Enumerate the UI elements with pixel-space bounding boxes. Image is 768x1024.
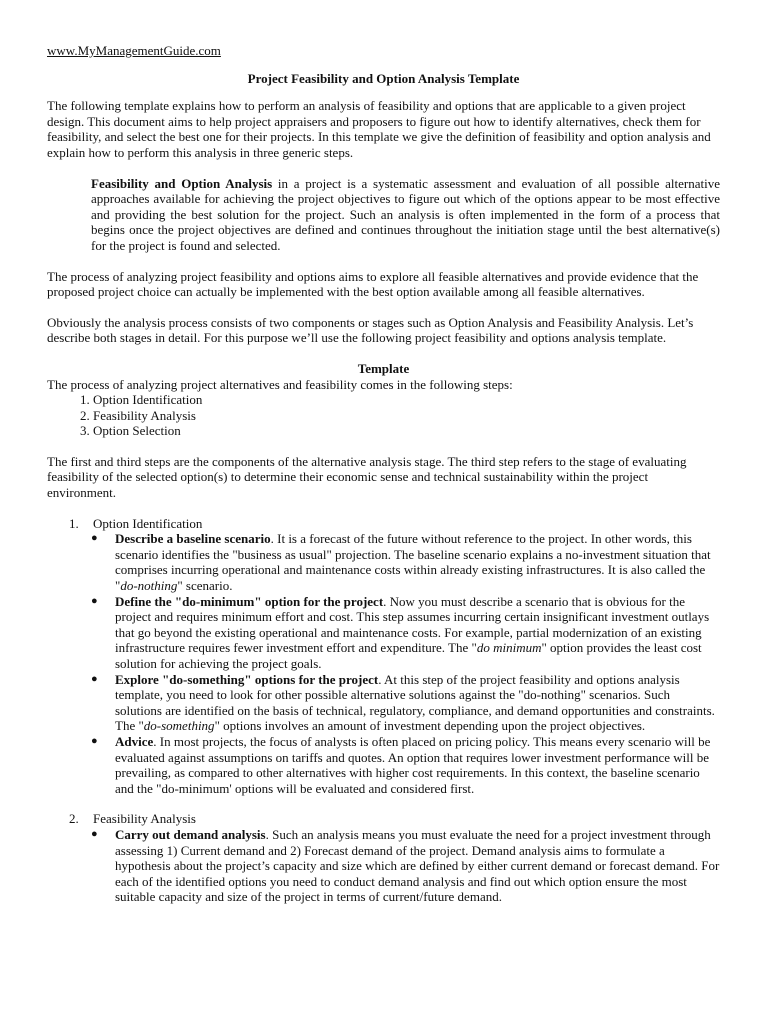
- section-number: 2.: [69, 811, 79, 827]
- item-text-end: " scenario.: [177, 578, 233, 594]
- item-text: . Such an analysis means you must evaluate the need for a project investment through assessing 1) Current demand and 2) Forecast demand of the project. Demand analysis aims to formulate a hypothesis about the project’s capacity and size which are defined by either current demand or forecast demand. For each of the identified options you need to conduct demand analysis and find out which option ensure the most suitable capacity and size of the project in terms of current/future demand.: [115, 826, 720, 905]
- step-item: 3. Option Selection: [93, 423, 720, 439]
- item-italic: do-nothing: [120, 578, 178, 594]
- bullet-icon: ●: [91, 734, 98, 747]
- feasibility-analysis-list: [47, 827, 720, 905]
- site-link[interactable]: www.MyManagementGuide.com: [47, 43, 221, 58]
- item-lead: Describe a baseline scenario: [115, 531, 271, 547]
- item-lead: Carry out demand analysis: [115, 826, 266, 842]
- template-lead: The process of analyzing project alternatives and feasibility comes in the following steps:: [47, 376, 513, 392]
- section-feasibility-analysis-heading: [47, 811, 720, 827]
- section-option-identification-heading: [47, 516, 720, 532]
- bullet-icon: ●: [91, 594, 98, 607]
- step-item: 1. Option Identification: [93, 392, 720, 408]
- item-italic: do-something: [143, 718, 215, 734]
- definition-paragraph: [91, 176, 720, 254]
- item-italic: do minimum: [476, 640, 542, 656]
- list-item: [91, 826, 720, 905]
- steps-list: [47, 392, 720, 439]
- analysis-stages-paragraph: Obviously the analysis process consists of two components or stages such as Option Analysis and Feasibility Analysis. Let’s describe both stages in detail. For this purpose we’ll use the following project feasibility and options analysis template.: [47, 314, 694, 346]
- section-number: 1.: [69, 515, 79, 531]
- document-title: Project Feasibility and Option Analysis Template: [247, 70, 520, 86]
- item-lead: Define the "do-minimum" option for the project: [115, 593, 384, 609]
- definition-text: in a project is a systematic assessment and evaluation of all possible alternative approaches available for achieving the project objectives to figure out which of the options appear to be most effective and providing the best solution for the project. Such an analysis is often implemented in the form of a process that begins once the project objectives are defined and continues throughout the initiation stage until the best alternative(s) for the project is found and selected.: [91, 175, 720, 253]
- item-text: . It is a forecast of the future without reference to the project. In other words, this scenario identifies the "business as usual" projection. The baseline scenario explains a no-investment situation that comprises incurring operational and maintenance costs within already existing infrastructures. It is also called the ": [115, 531, 711, 594]
- bullet-icon: ●: [91, 672, 98, 685]
- item-text-end: " option provides the least cost solution for achieving the project goals.: [115, 640, 702, 671]
- list-item: [91, 531, 720, 594]
- section-title: Option Identification: [93, 515, 203, 531]
- intro-paragraph: The following template explains how to perform an analysis of feasibility and options that are applicable to a given project design. This document aims to help project appraisers and proposers to figure out how to identify alternatives, check them for feasibility, and select the best one for their projects. In this template we give the definition of feasibility and option analysis and explain how to perform this analysis in three generic steps.: [47, 98, 711, 160]
- option-identification-list: [47, 531, 720, 796]
- definition-term: Feasibility and Option Analysis: [91, 175, 273, 191]
- item-text-end: " options involves an amount of investment depending upon the project objectives.: [214, 718, 646, 734]
- item-lead: Advice: [115, 733, 154, 749]
- item-text: . In most projects, the focus of analysts is often placed on pricing policy. This means every scenario will be evaluated against assumptions on tariffs and quotes. An option that requires lower investment performance will be prevailing, as compared to other alternatives with higher cost requirements. In this context, the baseline scenario and the "do-minimum' options will be evaluated and considered first.: [115, 733, 711, 796]
- item-text: . At this step of the project feasibility and options analysis template, you need to look for other possible alternative solutions against the "do-nothing" scenarios. Such solutions are identified on the basis of technical, regulatory, compliance, and demand opportunities and constraints. The ": [115, 671, 715, 734]
- section-title: Feasibility Analysis: [93, 811, 196, 827]
- process-paragraph: The process of analyzing project feasibility and options aims to explore all feasible alternatives and provide evidence that the proposed project choice can actually be implemented with the best option available among all feasible alternatives.: [47, 268, 699, 300]
- item-text: . Now you must describe a scenario that is obvious for the project and requires minimum effort and cost. This step assumes incurring certain insignificant investment outlays that go beyond the existing operational and maintenance costs. For example, partial modernization of an existing infrastructure requires fewer investment effort and expenditure. The ": [115, 593, 710, 656]
- bullet-icon: ●: [91, 532, 98, 545]
- steps-explanation-paragraph: The first and third steps are the components of the alternative analysis stage. The third step refers to the stage of evaluating feasibility of the selected option(s) to determine their economic sense and technical sustainability within the project environment.: [47, 453, 687, 501]
- list-item: [91, 593, 720, 672]
- bullet-icon: ●: [91, 827, 98, 840]
- template-heading: Template: [357, 360, 410, 376]
- item-lead: Explore "do-something" options for the project: [115, 671, 379, 687]
- step-item: 2. Feasibility Analysis: [93, 408, 720, 424]
- list-item: [91, 671, 720, 734]
- list-item: [91, 733, 720, 796]
